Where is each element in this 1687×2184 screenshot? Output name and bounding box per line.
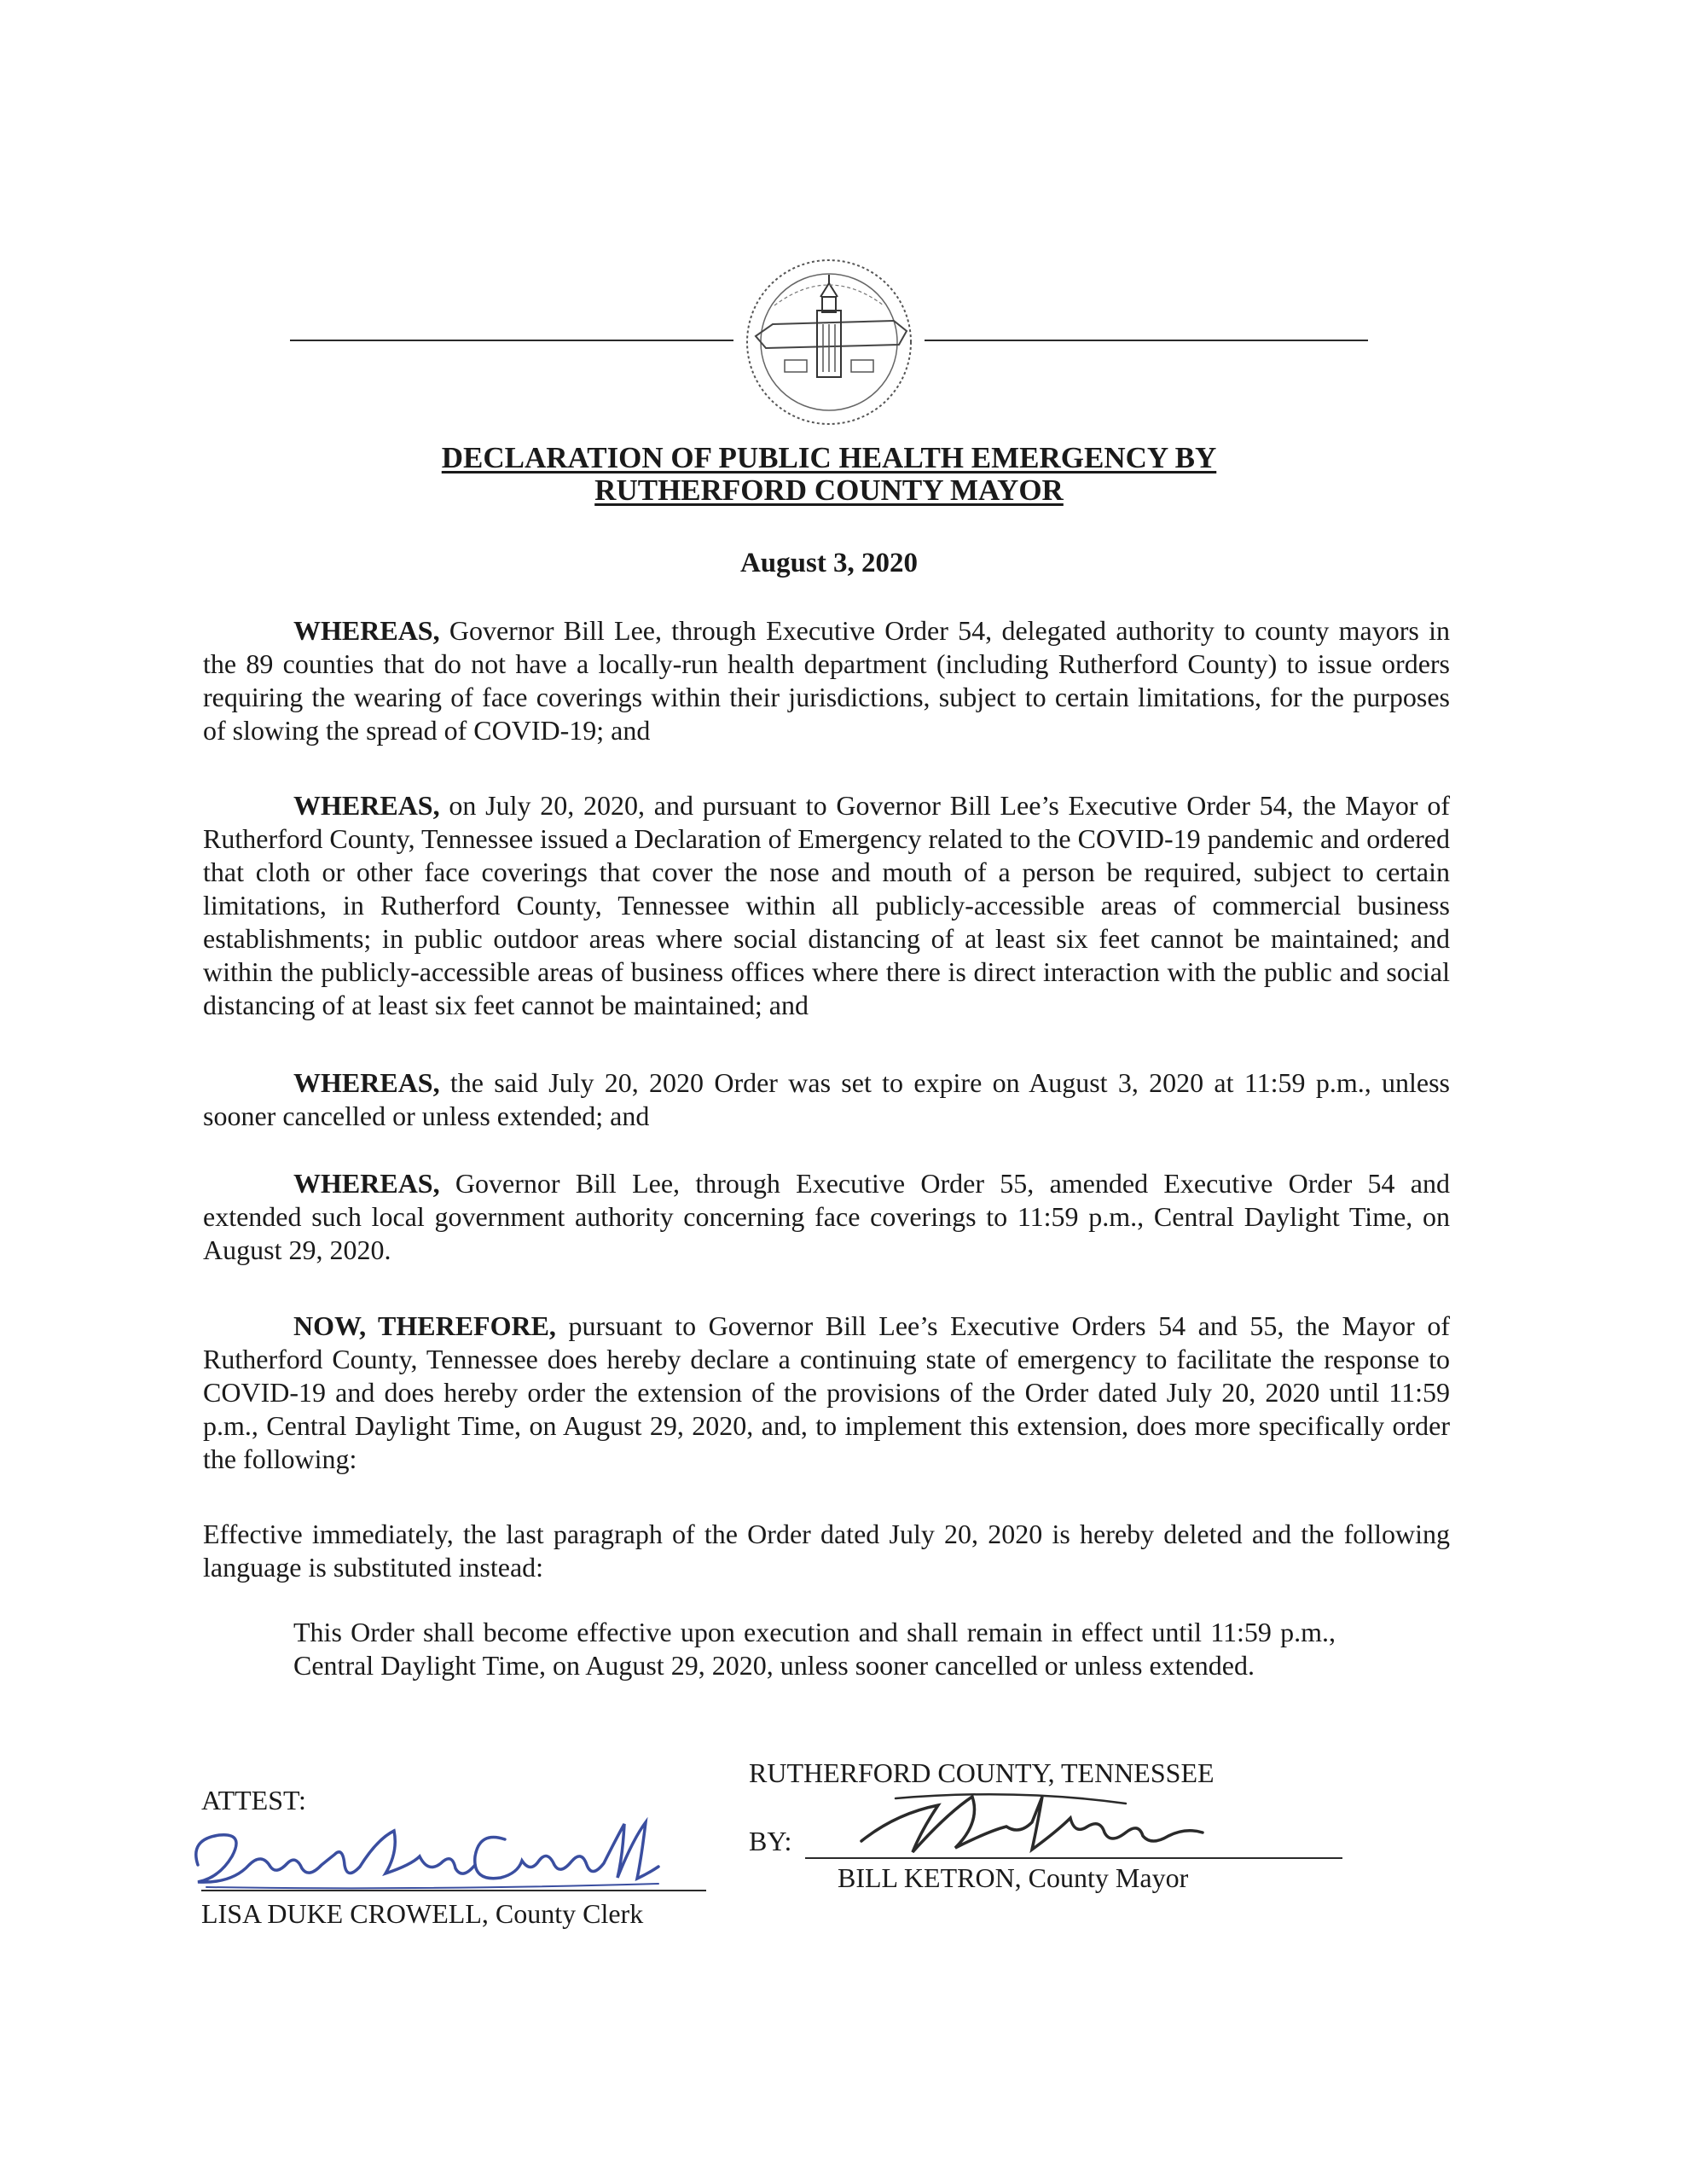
paragraph-lead: WHEREAS, [293, 1168, 440, 1199]
paragraph-text: Governor Bill Lee, through Executive Order 55, amended Executive Order 54 and extended such local government authority concerning face coverings to 11:59 p.m., Central Daylight Time, on August 29, 2020. [203, 1168, 1450, 1265]
clerk-name: LISA DUKE CROWELL, County Clerk [201, 1898, 644, 1929]
attest-label: ATTEST: [201, 1785, 306, 1815]
document-title [290, 442, 1368, 507]
paragraph-text: the said July 20, 2020 Order was set to expire on August 3, 2020 at 11:59 p.m., unless sooner cancelled or unless extended; and [203, 1067, 1450, 1131]
paragraph-lead: NOW, THEREFORE, [293, 1310, 556, 1341]
title-line-1: DECLARATION OF PUBLIC HEALTH EMERGENCY BY [441, 441, 1217, 474]
paragraph-lead: WHEREAS, [293, 790, 440, 821]
paragraph-text: pursuant to Governor Bill Lee’s Executive Orders 54 and 55, the Mayor of Rutherford County, Tennessee does hereby declare a continuing state of emergency to facilitate the response to COVID-19 and does hereby order the extension of the provisions of the Order dated July 20, 2020 until 11:59 p.m., Central Daylight Time, on August 29, 2020, and, to implement this extension, does more specifically order the following: [203, 1310, 1451, 1474]
clerk-signature-icon [181, 1805, 675, 1899]
whereas-paragraph-1 [203, 614, 1450, 747]
title-line-2: RUTHERFORD COUNTY MAYOR [594, 473, 1064, 507]
whereas-paragraph-3 [203, 1066, 1450, 1133]
paragraph-lead: WHEREAS, [293, 615, 440, 646]
header-rule-right [925, 340, 1368, 341]
paragraph-text: Governor Bill Lee, through Executive Order 54, delegated authority to county mayors in the 89 counties that do not have a locally-run health department (including Rutherford County) to issue orders requiring the wearing of face coverings within their jurisdictions, subject to certain limitations, for the purposes of slowing the spread of COVID-19; and [203, 615, 1450, 746]
document-date: August 3, 2020 [739, 548, 919, 578]
county-seal-icon [732, 253, 926, 432]
by-label: BY: [749, 1826, 792, 1856]
paragraph-lead: WHEREAS, [293, 1067, 440, 1098]
county-line: RUTHERFORD COUNTY, TENNESSEE [749, 1757, 1215, 1788]
header-rule-left [290, 340, 733, 341]
mayor-signature-icon [844, 1780, 1228, 1865]
mayor-signature-line [805, 1857, 1342, 1859]
paragraph-text: on July 20, 2020, and pursuant to Governor Bill Lee’s Executive Order 54, the Mayor of Rutherford County, Tennessee issued a Declaration of Emergency related to the COVID-19 pandemic and ordered that cloth or other face coverings that cover the nose and mouth of a person be required, subject to certain limitations, in Rutherford County, Tennessee within all publicly-accessible areas of commercial business establishments; in public outdoor areas where social distancing of at least six feet cannot be maintained; and within the publicly-accessible areas of business offices where there is direct interaction with the public and social distancing of at least six feet cannot be maintained; and [203, 790, 1450, 1020]
whereas-paragraph-4 [203, 1167, 1450, 1267]
now-therefore-paragraph [203, 1310, 1450, 1476]
whereas-paragraph-2 [203, 789, 1450, 1022]
effective-paragraph: Effective immediately, the last paragraph of the Order dated July 20, 2020 is hereby deleted and the following language is substituted instead: [203, 1519, 1450, 1583]
substituted-language-block: This Order shall become effective upon execution and shall remain in effect until 11:59 p.m., Central Daylight Time, on August 29, 2020, unless sooner cancelled or unless extended. [293, 1617, 1336, 1681]
clerk-signature-line [201, 1890, 706, 1891]
mayor-name: BILL KETRON, County Mayor [838, 1862, 1189, 1893]
